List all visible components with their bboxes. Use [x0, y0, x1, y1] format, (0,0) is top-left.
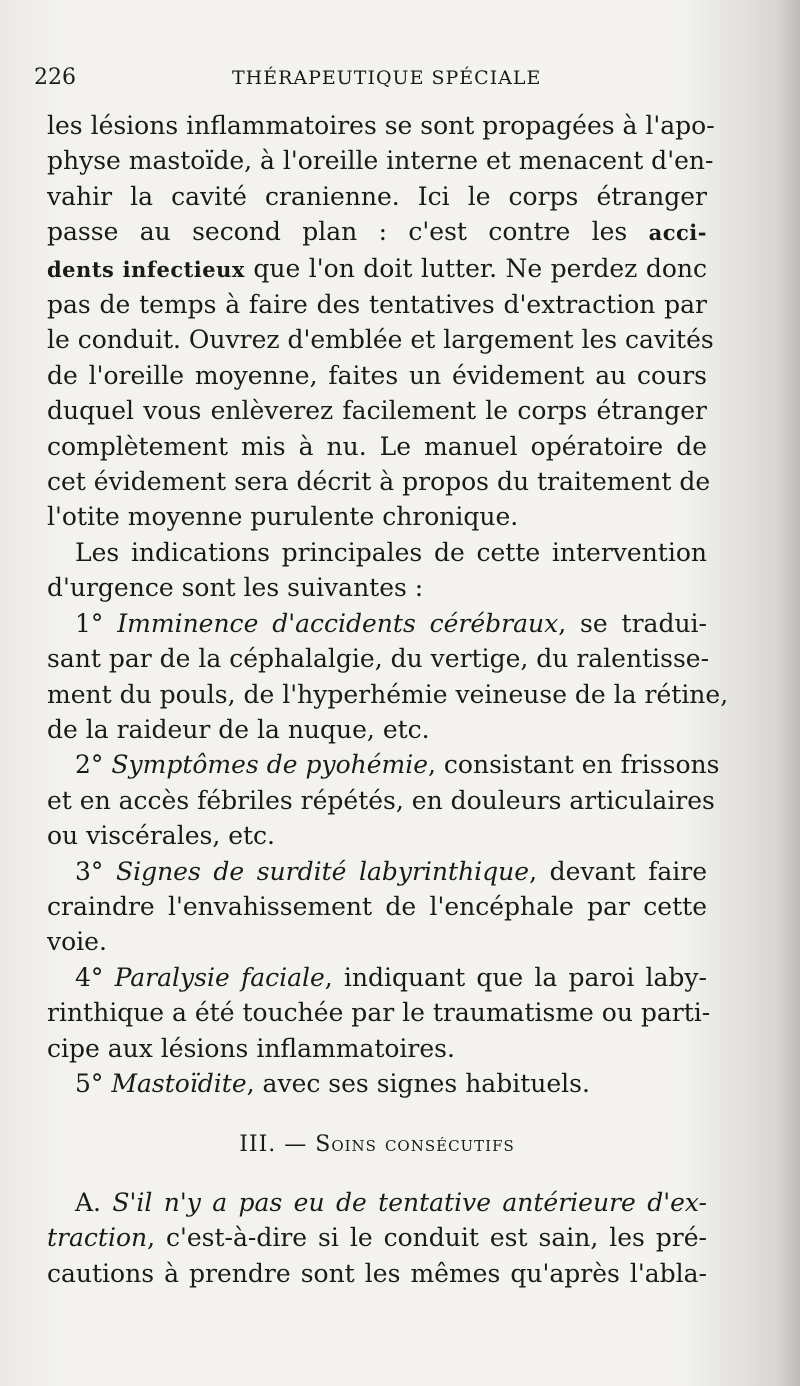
list-item	[47, 854, 707, 960]
text-line	[47, 854, 707, 889]
text-line	[47, 606, 707, 641]
item-number: 4°	[75, 962, 115, 992]
item-title: Paralysie faciale	[114, 962, 325, 992]
list-item	[47, 960, 711, 1066]
text-line: duquel vous enlèverez facilement le corps étranger	[47, 396, 707, 426]
paragraph-label: A.	[75, 1187, 113, 1217]
text-segment: , consistant en frissons	[428, 750, 720, 780]
text-segment: que l'on doit lutter. Ne perdez donc	[244, 253, 707, 283]
text-line: pas de temps à faire des tentatives d'extraction par	[47, 290, 707, 320]
text-line	[47, 214, 707, 250]
item-title: Signes de surdité labyrinthique	[115, 856, 530, 886]
text-segment: , se tradui-	[558, 608, 707, 638]
text-line: cipe aux lésions inflammatoires.	[47, 1033, 455, 1063]
italic-text: S'il n'y a pas eu de tentative antérieure d'ex-	[112, 1187, 707, 1217]
text-line: ou viscérales, etc.	[47, 821, 276, 851]
text-line: d'urgence sont les suivantes :	[47, 573, 424, 603]
text-line: complètement mis à nu. Le manuel opératoire de	[47, 431, 707, 461]
item-title: Imminence d'accidents cérébraux	[117, 608, 559, 638]
section-title: Soins consécutifs	[315, 1132, 515, 1158]
text-line: cautions à prendre sont les mêmes qu'après l'abla-	[47, 1258, 707, 1288]
text-line: vahir la cavité cranienne. Ici le corps étranger	[47, 181, 707, 211]
paragraph-indications	[47, 535, 707, 606]
bold-term: dents infectieux	[47, 256, 245, 282]
text-line: l'otite moyenne purulente chronique.	[47, 502, 519, 532]
text-segment: , c'est-à-dire si le conduit est sain, les pré-	[147, 1223, 707, 1253]
running-title: THÉRAPEUTIQUE SPÉCIALE	[232, 67, 542, 89]
text-line: le conduit. Ouvrez d'emblée et largement les cavités	[47, 325, 714, 355]
text-line: rinthique a été touchée par le traumatisme ou parti-	[47, 998, 711, 1028]
text-line: les lésions inflammatoires se sont propagées à l'apo-	[47, 111, 715, 140]
text-line: sant par de la céphalalgie, du vertige, du ralentisse-	[47, 644, 710, 674]
text-line: voie.	[47, 927, 107, 957]
text-segment: , avec ses signes habituels.	[246, 1068, 590, 1098]
text-line: Les indications principales de cette intervention	[75, 537, 707, 567]
item-number: 1°	[75, 608, 118, 638]
list-item	[47, 747, 720, 853]
text-segment: , indiquant que la paroi laby-	[324, 962, 707, 992]
page-number: 226	[34, 65, 76, 90]
item-title: Symptômes de pyohémie	[111, 750, 429, 780]
paragraph-corps-etranger	[47, 108, 715, 535]
list-item	[47, 606, 729, 748]
page-body	[47, 108, 729, 1291]
item-title: Mastoïdite	[111, 1068, 247, 1098]
text-line	[47, 1185, 707, 1220]
item-number: 5°	[75, 1068, 112, 1098]
page-header	[34, 60, 710, 96]
list-item	[47, 1066, 707, 1101]
italic-text: traction	[47, 1223, 148, 1253]
text-line	[47, 1066, 707, 1101]
text-line: physe mastoïde, à l'oreille interne et menacent d'en-	[47, 146, 714, 176]
text-segment: , devant faire	[529, 856, 707, 886]
text-line: ment du pouls, de l'hyperhémie veineuse de la rétine,	[47, 679, 729, 709]
text-line	[47, 747, 720, 782]
text-line: et en accès fébriles répétés, en douleurs articulaires	[47, 785, 715, 815]
item-number: 2°	[75, 750, 112, 780]
text-segment: passe au second plan : c'est contre les	[47, 217, 649, 247]
text-line	[47, 251, 707, 287]
text-line: cet évidement sera décrit à propos du traitement de	[47, 467, 711, 497]
text-line: craindre l'envahissement de l'encéphale par cette	[47, 891, 707, 921]
section-numeral: III. —	[239, 1132, 316, 1158]
text-line: de l'oreille moyenne, faites un évidement au cours	[47, 360, 707, 390]
text-line: de la raideur de la nuque, etc.	[47, 714, 430, 744]
paragraph-a	[47, 1185, 707, 1291]
section-heading	[47, 1127, 707, 1162]
text-line	[47, 960, 707, 995]
text-line	[47, 1220, 707, 1255]
bold-term: acci-	[648, 220, 707, 246]
item-number: 3°	[75, 856, 116, 886]
